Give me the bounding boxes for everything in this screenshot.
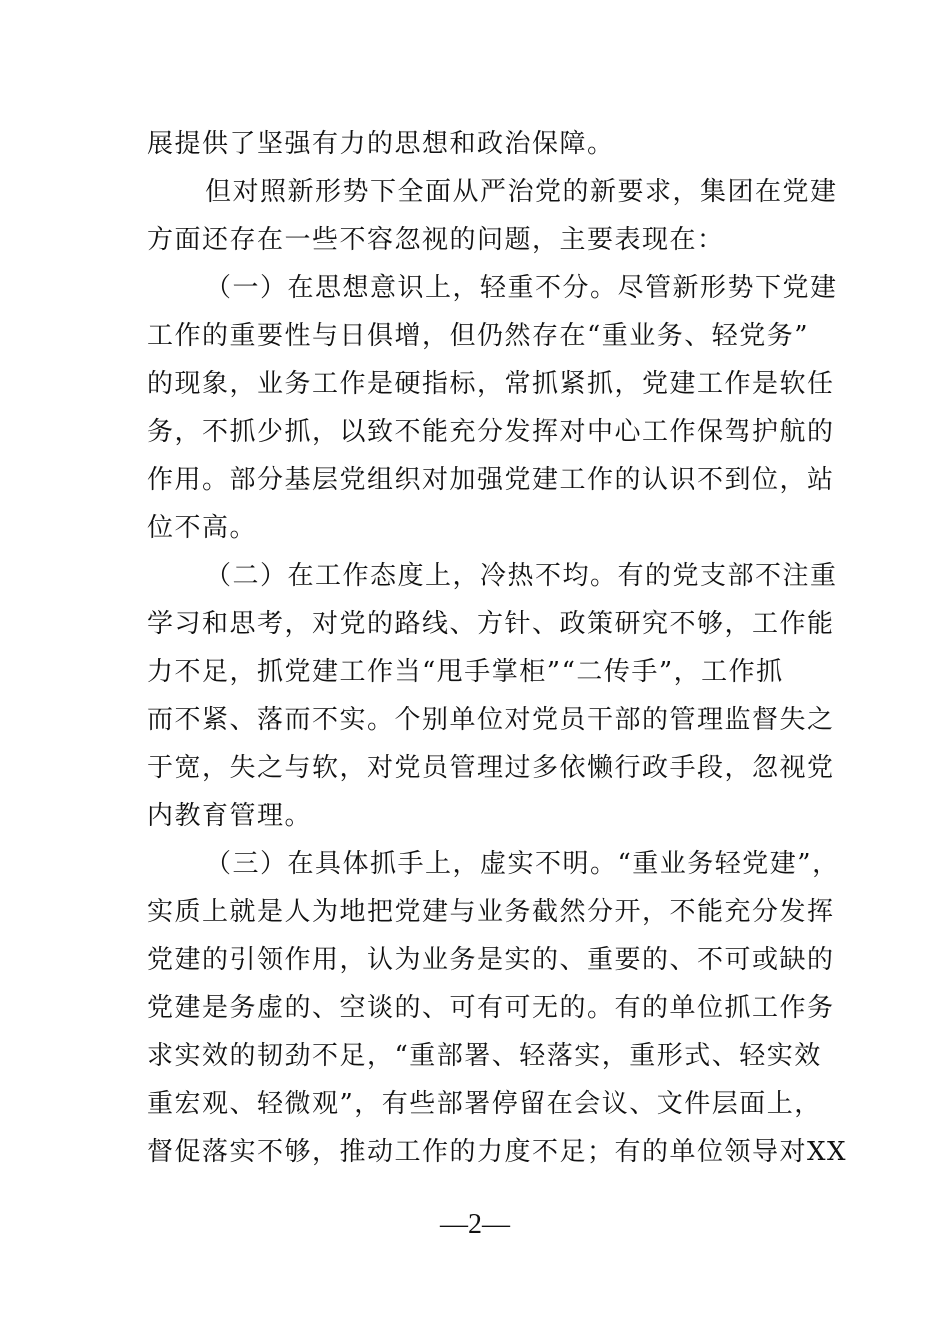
- body-line: 实质上就是人为地把党建与业务截然分开，不能充分发挥: [147, 897, 835, 927]
- body-line: 而不紧、落而不实。个别单位对党员干部的管理监督失之: [147, 705, 835, 735]
- paragraph-first-line: （一）在思想意识上，轻重不分。尽管新形势下党建: [205, 273, 838, 303]
- body-line: 方面还存在一些不容忽视的问题，主要表现在：: [147, 225, 725, 255]
- body-line: 作用。部分基层党组织对加强党建工作的认识不到位，站: [147, 465, 835, 495]
- paragraph-first-line: 但对照新形势下全面从严治党的新要求，集团在党建: [205, 177, 838, 207]
- body-line: 求实效的韧劲不足，“重部署、轻落实，重形式、轻实效: [147, 1041, 822, 1071]
- body-line: 重宏观、轻微观”，有些部署停留在会议、文件层面上，: [147, 1089, 822, 1119]
- page-number: —2—: [440, 1209, 510, 1240]
- body-line: 的现象，业务工作是硬指标，常抓紧抓，党建工作是软任: [147, 369, 835, 399]
- paragraph-first-line: （二）在工作态度上，冷热不均。有的党支部不注重: [205, 561, 838, 591]
- body-line: 内教育管理。: [147, 801, 313, 831]
- body-line: 党建是务虚的、空谈的、可有可无的。有的单位抓工作务: [147, 993, 835, 1023]
- body-line: 务，不抓少抓，以致不能充分发挥对中心工作保驾护航的: [147, 417, 835, 447]
- body-line: 于宽，失之与软，对党员管理过多依懒行政手段，忽视党: [147, 753, 835, 783]
- body-line: 督促落实不够，推动工作的力度不足；有的单位领导对XX: [147, 1137, 848, 1167]
- body-line: 学习和思考，对党的路线、方针、政策研究不够，工作能: [147, 609, 835, 639]
- body-line: 工作的重要性与日俱增，但仍然存在“重业务、轻党务”: [147, 321, 810, 351]
- body-line: 展提供了坚强有力的思想和政治保障。: [147, 129, 615, 159]
- body-line: 党建的引领作用，认为业务是实的、重要的、不可或缺的: [147, 945, 835, 975]
- body-line: 力不足，抓党建工作当“甩手掌柜”“二传手”，工作抓: [147, 657, 784, 687]
- paragraph-first-line: （三）在具体抓手上，虚实不明。“重业务轻党建”，: [205, 849, 840, 879]
- body-line: 位不高。: [147, 513, 258, 543]
